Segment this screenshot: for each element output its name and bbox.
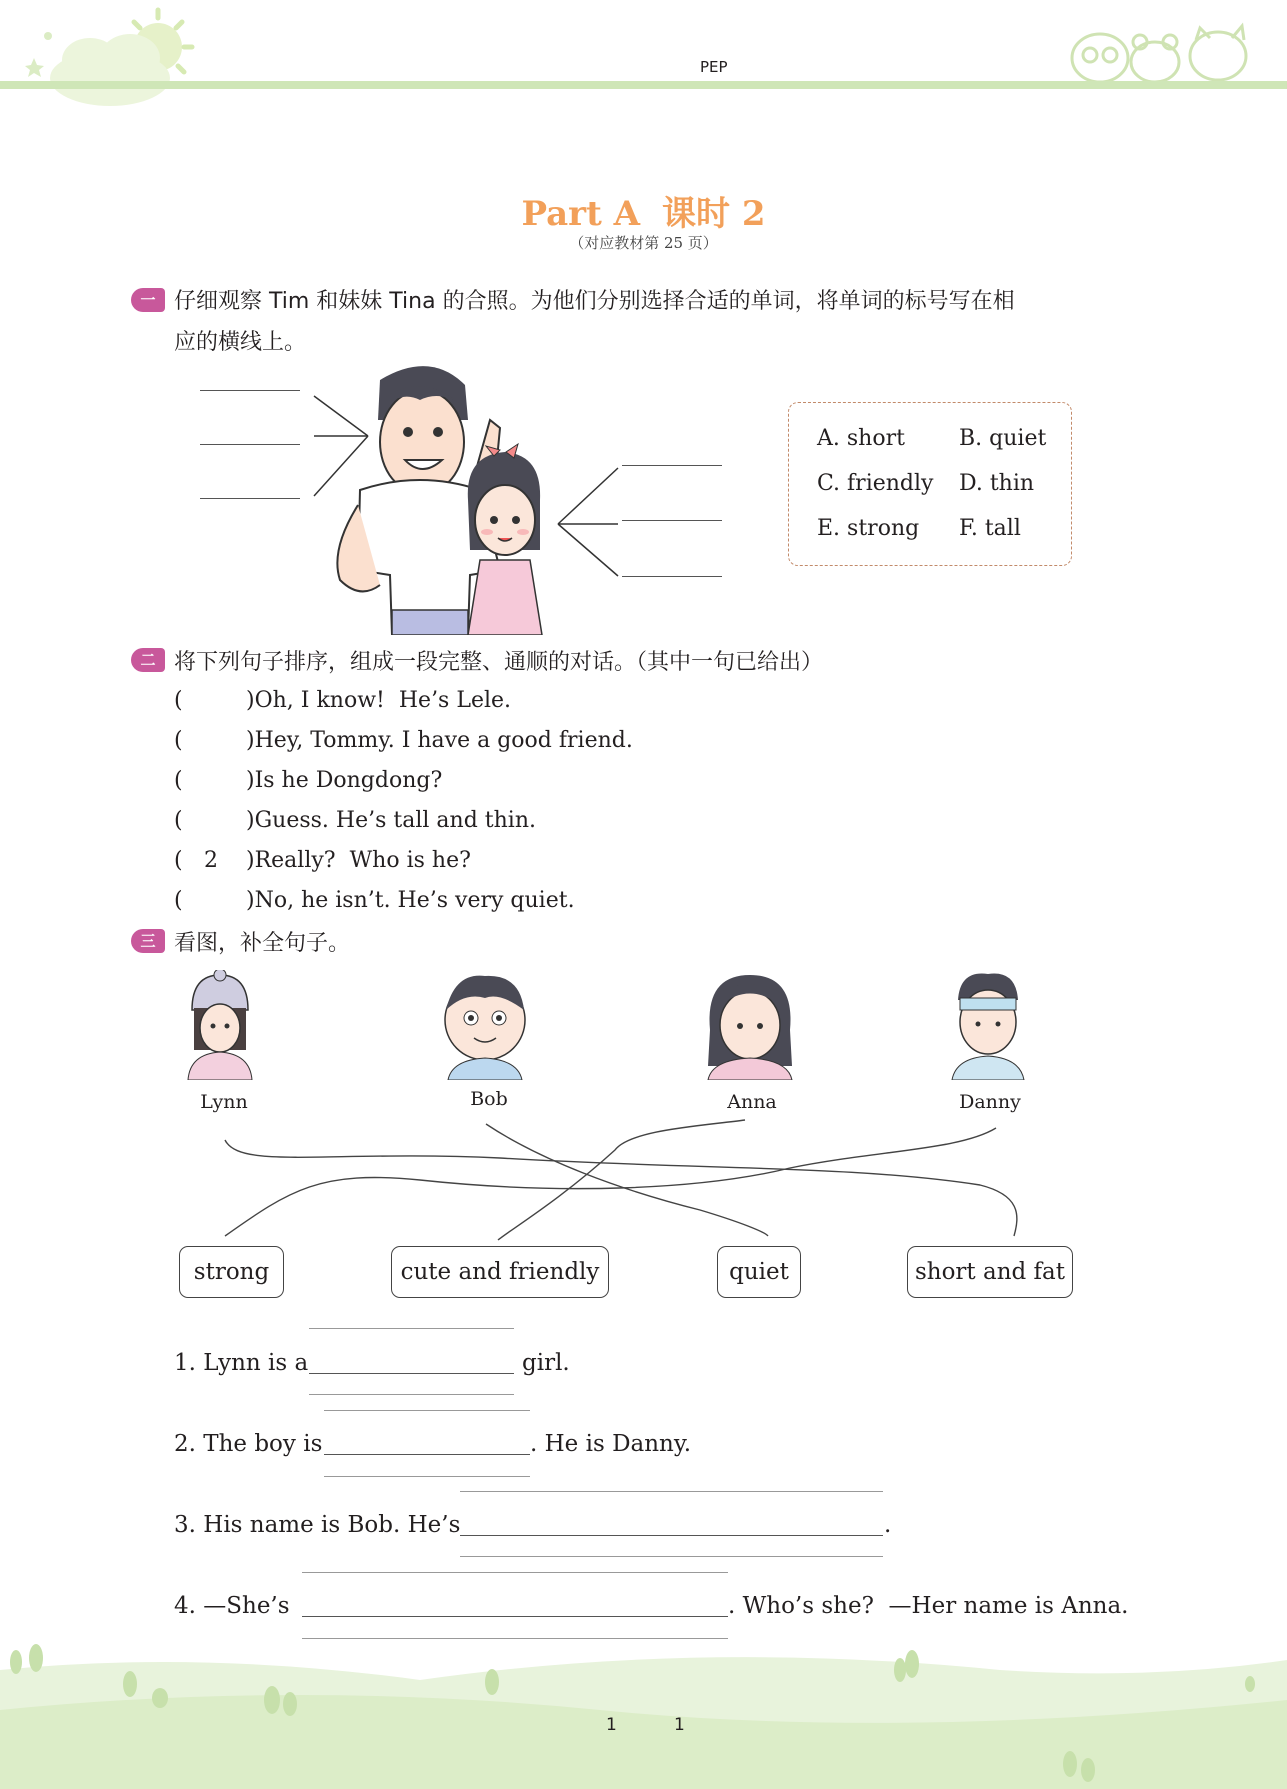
kid-name-bob: Bob xyxy=(470,1088,508,1110)
sentence-2-end: . He is Danny. xyxy=(530,1431,692,1457)
sentence-3-start: 3. His name is Bob. He’s xyxy=(174,1512,461,1538)
page-number-right: 1 xyxy=(674,1715,685,1735)
option-box-cute-and-friendly[interactable]: cute and friendly xyxy=(391,1246,609,1298)
sentence-1-start: 1. Lynn is a xyxy=(174,1350,309,1376)
option-box-quiet[interactable]: quiet xyxy=(717,1246,801,1298)
option-box-strong[interactable]: strong xyxy=(179,1246,284,1298)
section1-instruction-line1: 仔细观察 Tim 和妹妹 Tina 的合照。为他们分别选择合适的单词，将单词的标号写在相 xyxy=(174,289,1015,314)
writing-guide xyxy=(324,1410,530,1411)
sentence-4-blank[interactable] xyxy=(302,1616,728,1617)
writing-guide xyxy=(460,1491,883,1492)
writing-guide xyxy=(309,1394,514,1395)
dialogue-line[interactable]: ( )No, he isn’t. He’s very quiet. xyxy=(174,888,575,913)
sentence-2-start: 2. The boy is xyxy=(174,1431,323,1457)
sentence-3-end: . xyxy=(884,1512,892,1538)
dialogue-line[interactable]: ( )Oh, I know! He’s Lele. xyxy=(174,688,512,713)
sentence-1-blank[interactable] xyxy=(309,1373,514,1374)
dialogue-line[interactable]: ( 2 )Really? Who is he? xyxy=(174,848,471,873)
kid-name-anna: Anna xyxy=(727,1091,777,1113)
writing-guide xyxy=(309,1328,514,1329)
section-badge-1: 一 xyxy=(131,288,165,312)
writing-guide xyxy=(460,1556,883,1557)
word-option: C. friendly xyxy=(817,471,934,496)
dialogue-line[interactable]: ( )Guess. He’s tall and thin. xyxy=(174,808,536,833)
footer-hills xyxy=(0,1640,1287,1789)
dialogue-line[interactable]: ( )Is he Dongdong? xyxy=(174,768,443,793)
section2-instruction: 将下列句子排序，组成一段完整、通顺的对话。（其中一句已给出） xyxy=(174,650,824,675)
sentence-2-blank[interactable] xyxy=(324,1454,530,1455)
word-option: A. short xyxy=(817,426,905,451)
writing-guide xyxy=(302,1572,728,1573)
page-subtitle: （对应教材第 25 页） xyxy=(569,234,718,252)
section-badge-3: 三 xyxy=(131,929,165,953)
kid-name-lynn: Lynn xyxy=(200,1091,248,1113)
section-badge-2: 二 xyxy=(131,648,165,672)
sentence-4-end: . Who’s she? —Her name is Anna. xyxy=(728,1593,1129,1619)
option-box-short-and-fat[interactable]: short and fat xyxy=(907,1246,1073,1298)
section3-instruction: 看图，补全句子。 xyxy=(174,931,351,956)
page-number-left: 1 xyxy=(606,1715,617,1735)
sentence-1-end: girl. xyxy=(522,1350,570,1376)
word-option: B. quiet xyxy=(959,426,1047,451)
title-part: Part A xyxy=(521,194,641,234)
writing-guide xyxy=(324,1476,530,1477)
section1-instruction-line2: 应的横线上。 xyxy=(174,330,307,355)
writing-guide xyxy=(302,1638,728,1639)
title-lesson: 课时 2 xyxy=(662,194,766,234)
header-label: PEP xyxy=(700,58,728,76)
sentence-3-blank[interactable] xyxy=(460,1535,883,1536)
sentence-4-start: 4. —She’s xyxy=(174,1593,290,1619)
word-option: F. tall xyxy=(959,516,1021,541)
dialogue-line[interactable]: ( )Hey, Tommy. I have a good friend. xyxy=(174,728,633,753)
word-option: D. thin xyxy=(959,471,1035,496)
kid-name-danny: Danny xyxy=(959,1091,1021,1113)
word-option: E. strong xyxy=(817,516,920,541)
